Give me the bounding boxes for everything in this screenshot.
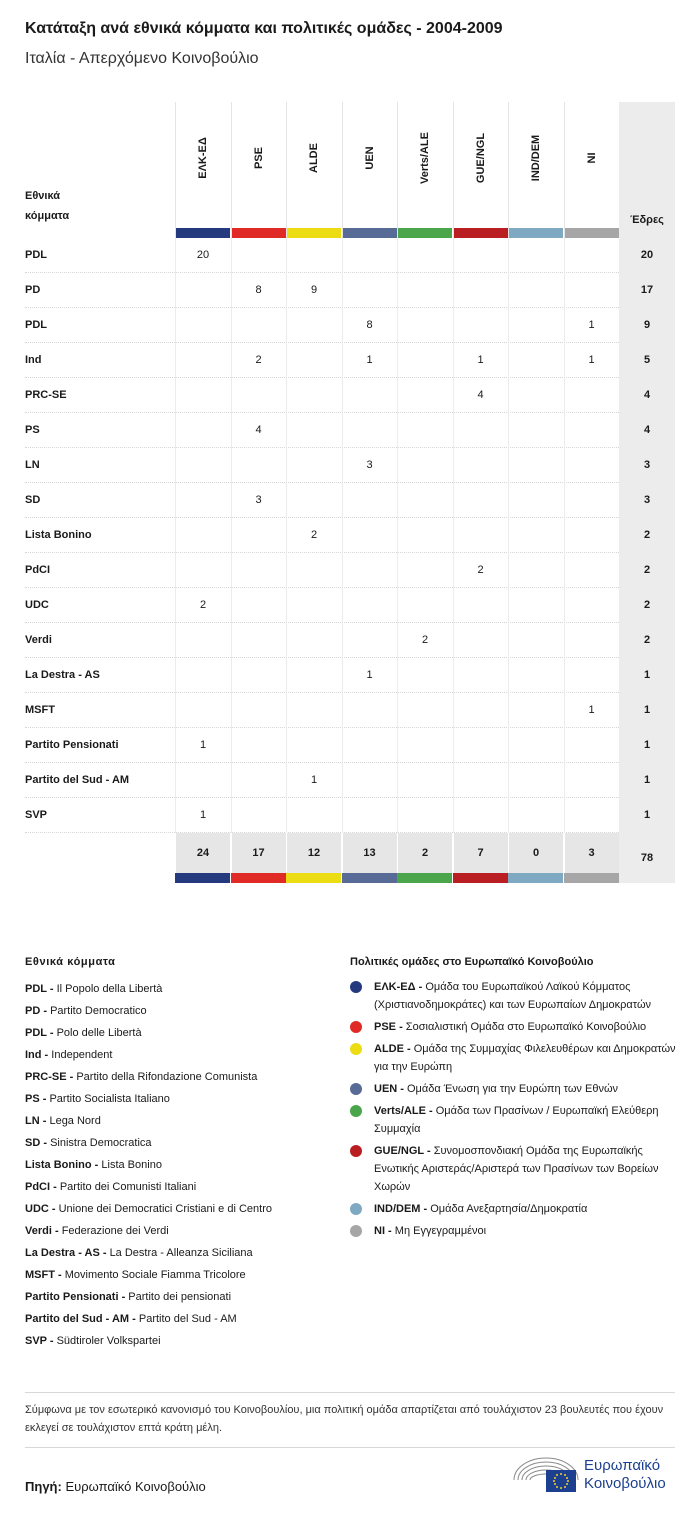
- group-total: 7: [453, 833, 508, 873]
- seat-cell: [175, 658, 230, 693]
- group-color-bar: [232, 228, 286, 238]
- group-color-dot-icon: [350, 1043, 362, 1055]
- group-legend: [350, 956, 676, 1244]
- seat-cell: 2: [286, 518, 341, 553]
- seat-cell: [564, 658, 619, 693]
- seat-cell: 2: [453, 553, 508, 588]
- seat-cell: [342, 518, 397, 553]
- party-legend-item: PS - Partito Socialista Italiano: [25, 1093, 170, 1105]
- row-total: 1: [619, 798, 675, 833]
- group-color-bar: [565, 228, 619, 238]
- seat-cell: [397, 448, 452, 483]
- seat-cell: [342, 238, 397, 273]
- seat-cell: [231, 588, 286, 623]
- seat-cell: [453, 658, 508, 693]
- logo-line-2: Κοινοβούλιο: [584, 1475, 666, 1492]
- group-column-label: IND/DEM: [530, 134, 542, 182]
- seat-cell: [397, 238, 452, 273]
- group-color-bar: [175, 873, 230, 883]
- group-color-bar: [342, 873, 397, 883]
- grand-total: 78: [619, 833, 675, 883]
- seat-cell: [564, 448, 619, 483]
- seat-cell: [231, 518, 286, 553]
- party-legend-item: PD - Partito Democratico: [25, 1005, 147, 1017]
- seat-cell: [175, 623, 230, 658]
- seat-cell: [453, 763, 508, 798]
- group-column-header: [564, 102, 619, 238]
- group-color-bar: [453, 873, 508, 883]
- seat-cell: [564, 623, 619, 658]
- party-name: SVP: [25, 809, 48, 821]
- seat-cell: [175, 553, 230, 588]
- group-color-bar: [508, 873, 563, 883]
- party-legend-item: SD - Sinistra Democratica: [25, 1137, 152, 1149]
- seat-cell: [286, 448, 341, 483]
- seat-cell: 8: [342, 308, 397, 343]
- seat-cell: [286, 798, 341, 833]
- seat-cell: 1: [175, 728, 230, 763]
- party-legend-item: PdCI - Partito dei Comunisti Italiani: [25, 1181, 197, 1193]
- seat-cell: [175, 693, 230, 728]
- table-row: [25, 693, 675, 728]
- table-row: [25, 378, 675, 413]
- seat-cell: [508, 413, 563, 448]
- row-total: 17: [619, 273, 675, 308]
- seat-cell: [564, 728, 619, 763]
- seats-table: [25, 102, 675, 883]
- seat-cell: [397, 658, 452, 693]
- party-legend-item: PRC-SE - Partito della Rifondazione Comunista: [25, 1071, 258, 1083]
- seat-cell: [508, 693, 563, 728]
- group-column-header: [175, 102, 230, 238]
- group-column-header: [508, 102, 563, 238]
- group-legend-item: GUE/NGL - Συνομοσπονδιακή Ομάδα της Ευρωπαϊκής Ενωτικής Αριστεράς/Αριστερά των Πρασίνων των Βορείων Χωρών: [350, 1142, 676, 1196]
- party-legend-item: MSFT - Movimento Sociale Fiamma Tricolore: [25, 1269, 246, 1281]
- group-total: 3: [564, 833, 619, 873]
- party-name: PS: [25, 424, 40, 436]
- seat-cell: 3: [342, 448, 397, 483]
- seat-cell: [564, 588, 619, 623]
- seat-cell: [508, 798, 563, 833]
- party-name: Verdi: [25, 634, 52, 646]
- seat-cell: [508, 448, 563, 483]
- party-legend: [25, 956, 335, 1352]
- seat-cell: 2: [231, 343, 286, 378]
- source-line: [25, 1479, 206, 1494]
- group-color-bar: [287, 228, 341, 238]
- table-header: [25, 102, 675, 238]
- seat-cell: [508, 238, 563, 273]
- party-name: Partito Pensionati: [25, 739, 119, 751]
- seat-cell: 2: [397, 623, 452, 658]
- group-column-header: [231, 102, 286, 238]
- seat-cell: [397, 413, 452, 448]
- seat-cell: [564, 553, 619, 588]
- seat-cell: 20: [175, 238, 230, 273]
- group-column-label: ALDE: [308, 143, 320, 173]
- seat-cell: 3: [231, 483, 286, 518]
- seat-cell: 1: [342, 343, 397, 378]
- seat-cell: [453, 728, 508, 763]
- table-row: [25, 413, 675, 448]
- table-row: [25, 553, 675, 588]
- group-color-bar: [397, 873, 452, 883]
- seat-cell: [231, 798, 286, 833]
- seat-cell: [175, 273, 230, 308]
- row-total: 5: [619, 343, 675, 378]
- seat-cell: [453, 308, 508, 343]
- group-color-dot-icon: [350, 1145, 362, 1157]
- party-column-header: [25, 186, 155, 226]
- party-name: LN: [25, 459, 40, 471]
- row-total: 2: [619, 588, 675, 623]
- row-total: 2: [619, 518, 675, 553]
- group-color-dot-icon: [350, 1225, 362, 1237]
- seat-cell: [231, 658, 286, 693]
- seat-cell: [342, 378, 397, 413]
- party-name: La Destra - AS: [25, 669, 100, 681]
- table-row: [25, 343, 675, 378]
- seat-cell: [564, 378, 619, 413]
- page-subtitle: Ιταλία - Απερχόμενο Κοινοβούλιο: [25, 50, 259, 67]
- row-total: 4: [619, 378, 675, 413]
- party-legend-item: UDC - Unione dei Democratici Cristiani e di Centro: [25, 1203, 272, 1215]
- seat-cell: 8: [231, 273, 286, 308]
- seat-cell: [175, 378, 230, 413]
- seats-column-header: [619, 102, 675, 238]
- row-total: 9: [619, 308, 675, 343]
- party-name: MSFT: [25, 704, 55, 716]
- seat-cell: [453, 238, 508, 273]
- seat-cell: [175, 308, 230, 343]
- group-color-bar: [343, 228, 397, 238]
- seat-cell: [453, 518, 508, 553]
- seat-cell: 1: [175, 798, 230, 833]
- group-total: 13: [342, 833, 397, 873]
- group-legend-item: PSE - Σοσιαλιστική Ομάδα στο Ευρωπαϊκό Κοινοβούλιο: [350, 1018, 676, 1036]
- seat-cell: [397, 308, 452, 343]
- logo-text: [584, 1457, 666, 1493]
- party-legend-item: Verdi - Federazione dei Verdi: [25, 1225, 169, 1237]
- group-color-bar: [398, 228, 452, 238]
- party-legend-item: SVP - Südtiroler Volkspartei: [25, 1335, 161, 1347]
- seat-cell: [286, 238, 341, 273]
- row-total: 4: [619, 413, 675, 448]
- seat-cell: [342, 588, 397, 623]
- table-row: [25, 483, 675, 518]
- party-name: SD: [25, 494, 41, 506]
- seat-cell: [231, 553, 286, 588]
- seat-cell: [286, 378, 341, 413]
- seat-cell: [397, 518, 452, 553]
- group-legend-item: NI - Μη Εγγεγραμμένοι: [350, 1222, 676, 1240]
- table-row: [25, 728, 675, 763]
- table-body: [25, 238, 675, 833]
- party-legend-item: LN - Lega Nord: [25, 1115, 101, 1127]
- seat-cell: [397, 728, 452, 763]
- group-color-bar: [564, 873, 619, 883]
- seat-cell: [231, 448, 286, 483]
- source-value: Ευρωπαϊκό Κοινοβούλιο: [65, 1479, 206, 1494]
- seat-cell: [342, 623, 397, 658]
- seat-cell: [342, 553, 397, 588]
- seat-cell: [564, 413, 619, 448]
- group-column-label: PSE: [252, 146, 265, 170]
- seat-cell: [508, 518, 563, 553]
- group-color-dot-icon: [350, 1021, 362, 1033]
- seat-cell: [453, 798, 508, 833]
- group-total: 2: [397, 833, 452, 873]
- party-header-line1: Εθνικά: [25, 190, 60, 202]
- seat-cell: [397, 553, 452, 588]
- row-total: 1: [619, 693, 675, 728]
- seat-cell: [175, 448, 230, 483]
- group-color-bar: [454, 228, 508, 238]
- seat-cell: [231, 308, 286, 343]
- seat-cell: [564, 238, 619, 273]
- seat-cell: [342, 483, 397, 518]
- table-row: [25, 763, 675, 798]
- table-row: [25, 308, 675, 343]
- group-color-dot-icon: [350, 1083, 362, 1095]
- seat-cell: [286, 553, 341, 588]
- seat-cell: 2: [175, 588, 230, 623]
- party-legend-item: La Destra - AS - La Destra - Alleanza Siciliana: [25, 1247, 253, 1259]
- group-legend-item: IND/DEM - Ομάδα Ανεξαρτησία/Δημοκρατία: [350, 1200, 676, 1218]
- group-column-label: NI: [585, 152, 598, 164]
- group-column-header: [453, 102, 508, 238]
- seat-cell: [342, 798, 397, 833]
- group-legend-title: Πολιτικές ομάδες στο Ευρωπαϊκό Κοινοβούλιο: [350, 956, 594, 968]
- seat-cell: [342, 728, 397, 763]
- party-name: Lista Bonino: [25, 529, 92, 541]
- party-header-line2: κόμματα: [25, 210, 70, 222]
- ep-logo: [512, 1456, 677, 1496]
- seat-cell: [286, 343, 341, 378]
- group-total: 12: [286, 833, 341, 873]
- seat-cell: [175, 343, 230, 378]
- seat-cell: [286, 308, 341, 343]
- table-row: [25, 798, 675, 833]
- party-legend-item: Ind - Independent: [25, 1049, 113, 1061]
- seat-cell: 1: [286, 763, 341, 798]
- seat-cell: [286, 658, 341, 693]
- party-name: PD: [25, 284, 41, 296]
- seat-cell: [564, 798, 619, 833]
- party-name: PDL: [25, 319, 47, 331]
- seat-cell: [508, 763, 563, 798]
- seat-cell: [453, 483, 508, 518]
- seat-cell: [453, 413, 508, 448]
- seats-header-label: Έδρες: [630, 214, 664, 226]
- seat-cell: [175, 763, 230, 798]
- seat-cell: 4: [453, 378, 508, 413]
- group-legend-item: Verts/ALE - Ομάδα των Πρασίνων / Ευρωπαϊκή Ελεύθερη Συμμαχία: [350, 1102, 676, 1138]
- group-column-label: UEN: [363, 146, 376, 170]
- row-total: 3: [619, 448, 675, 483]
- seat-cell: 1: [564, 308, 619, 343]
- seat-cell: [397, 378, 452, 413]
- seat-cell: [564, 273, 619, 308]
- party-legend-item: Partito del Sud - AM - Partito del Sud - AM: [25, 1313, 237, 1325]
- seat-cell: [342, 763, 397, 798]
- group-column-label: Verts/ALE: [419, 132, 431, 184]
- group-color-dot-icon: [350, 981, 362, 993]
- seat-cell: [231, 623, 286, 658]
- party-name: Ind: [25, 354, 42, 366]
- seat-cell: [508, 588, 563, 623]
- group-column-label: GUE/NGL: [474, 132, 487, 184]
- seat-cell: [508, 378, 563, 413]
- seat-cell: [286, 413, 341, 448]
- group-total: 17: [231, 833, 286, 873]
- seat-cell: [453, 448, 508, 483]
- seat-cell: [453, 273, 508, 308]
- totals-row: [25, 833, 675, 883]
- party-name: UDC: [25, 599, 49, 611]
- seat-cell: [286, 728, 341, 763]
- logo-line-1: Ευρωπαϊκό: [584, 1457, 661, 1474]
- seat-cell: [397, 588, 452, 623]
- row-total: 2: [619, 623, 675, 658]
- party-name: Partito del Sud - AM: [25, 774, 130, 786]
- seat-cell: [397, 693, 452, 728]
- group-color-bar: [509, 228, 563, 238]
- seat-cell: 1: [564, 343, 619, 378]
- group-column-header: [342, 102, 397, 238]
- row-total: 1: [619, 728, 675, 763]
- seat-cell: 9: [286, 273, 341, 308]
- seat-cell: [286, 693, 341, 728]
- group-column-header: [286, 102, 341, 238]
- party-name: PDL: [25, 249, 47, 261]
- row-total: 1: [619, 763, 675, 798]
- group-legend-item: ALDE - Ομάδα της Συμμαχίας Φιλελευθέρων και Δημοκρατών για την Ευρώπη: [350, 1040, 676, 1076]
- seat-cell: [564, 518, 619, 553]
- seat-cell: [397, 798, 452, 833]
- group-column-label: ΕΛΚ-ΕΔ: [197, 137, 209, 179]
- seat-cell: [453, 623, 508, 658]
- table-row: [25, 238, 675, 273]
- party-legend-item: PDL - Polo delle Libertà: [25, 1027, 142, 1039]
- seat-cell: [231, 763, 286, 798]
- seat-cell: [453, 588, 508, 623]
- seat-cell: [342, 273, 397, 308]
- seat-cell: [231, 378, 286, 413]
- page-title: Κατάταξη ανά εθνικά κόμματα και πολιτικές ομάδες - 2004-2009: [25, 20, 503, 37]
- party-name: PdCI: [25, 564, 51, 576]
- source-label: Πηγή:: [25, 1479, 62, 1494]
- row-total: 3: [619, 483, 675, 518]
- seat-cell: [175, 413, 230, 448]
- seat-cell: [453, 693, 508, 728]
- table-row: [25, 658, 675, 693]
- table-row: [25, 588, 675, 623]
- seat-cell: [508, 273, 563, 308]
- seat-cell: [508, 728, 563, 763]
- seat-cell: [231, 728, 286, 763]
- seat-cell: [286, 588, 341, 623]
- seat-cell: 4: [231, 413, 286, 448]
- seat-cell: [397, 273, 452, 308]
- seat-cell: [508, 343, 563, 378]
- group-legend-item: ΕΛΚ-ΕΔ - Ομάδα του Ευρωπαϊκού Λαϊκού Κόμματος (Χριστιανοδημοκράτες) και των Ευρωπαίων Δημοκρατών: [350, 978, 676, 1014]
- table-row: [25, 518, 675, 553]
- party-legend-item: Lista Bonino - Lista Bonino: [25, 1159, 162, 1171]
- group-total: 0: [508, 833, 563, 873]
- row-total: 20: [619, 238, 675, 273]
- seat-cell: 1: [564, 693, 619, 728]
- group-color-dot-icon: [350, 1105, 362, 1117]
- party-legend-item: Partito Pensionati - Partito dei pensionati: [25, 1291, 232, 1303]
- seat-cell: [508, 483, 563, 518]
- seat-cell: [231, 693, 286, 728]
- seat-cell: [397, 763, 452, 798]
- group-color-dot-icon: [350, 1203, 362, 1215]
- group-column-header: [397, 102, 452, 238]
- seat-cell: [508, 623, 563, 658]
- seat-cell: [397, 483, 452, 518]
- seat-cell: 1: [342, 658, 397, 693]
- seat-cell: [564, 483, 619, 518]
- seat-cell: [175, 483, 230, 518]
- group-legend-item: UEN - Ομάδα Ένωση για την Ευρώπη των Εθνών: [350, 1080, 676, 1098]
- row-total: 1: [619, 658, 675, 693]
- seat-cell: [508, 658, 563, 693]
- row-total: 2: [619, 553, 675, 588]
- seat-cell: [508, 553, 563, 588]
- seat-cell: [508, 308, 563, 343]
- group-color-bar: [231, 873, 286, 883]
- seat-cell: [342, 413, 397, 448]
- seat-cell: [231, 238, 286, 273]
- seat-cell: 1: [453, 343, 508, 378]
- group-color-bar: [286, 873, 341, 883]
- table-row: [25, 623, 675, 658]
- party-legend-item: PDL - Il Popolo della Libertà: [25, 983, 163, 995]
- seat-cell: [342, 693, 397, 728]
- party-name: PRC-SE: [25, 389, 67, 401]
- table-row: [25, 448, 675, 483]
- footnote: Σύμφωνα με τον εσωτερικό κανονισμό του Κοινοβουλίου, μια πολιτική ομάδα απαρτίζεται από τουλάχιστον 23 βουλευτές που έχουν εκλεγεί σε τουλάχιστον επτά κράτη μέλη.: [25, 1392, 675, 1448]
- group-total: 24: [175, 833, 230, 873]
- group-color-bar: [176, 228, 230, 238]
- seat-cell: [564, 763, 619, 798]
- table-row: [25, 273, 675, 308]
- party-legend-title: Εθνικά κόμματα: [25, 956, 116, 968]
- seat-cell: [397, 343, 452, 378]
- seat-cell: [175, 518, 230, 553]
- seat-cell: [286, 483, 341, 518]
- seat-cell: [286, 623, 341, 658]
- parliament-hemicycle-icon: [512, 1456, 580, 1494]
